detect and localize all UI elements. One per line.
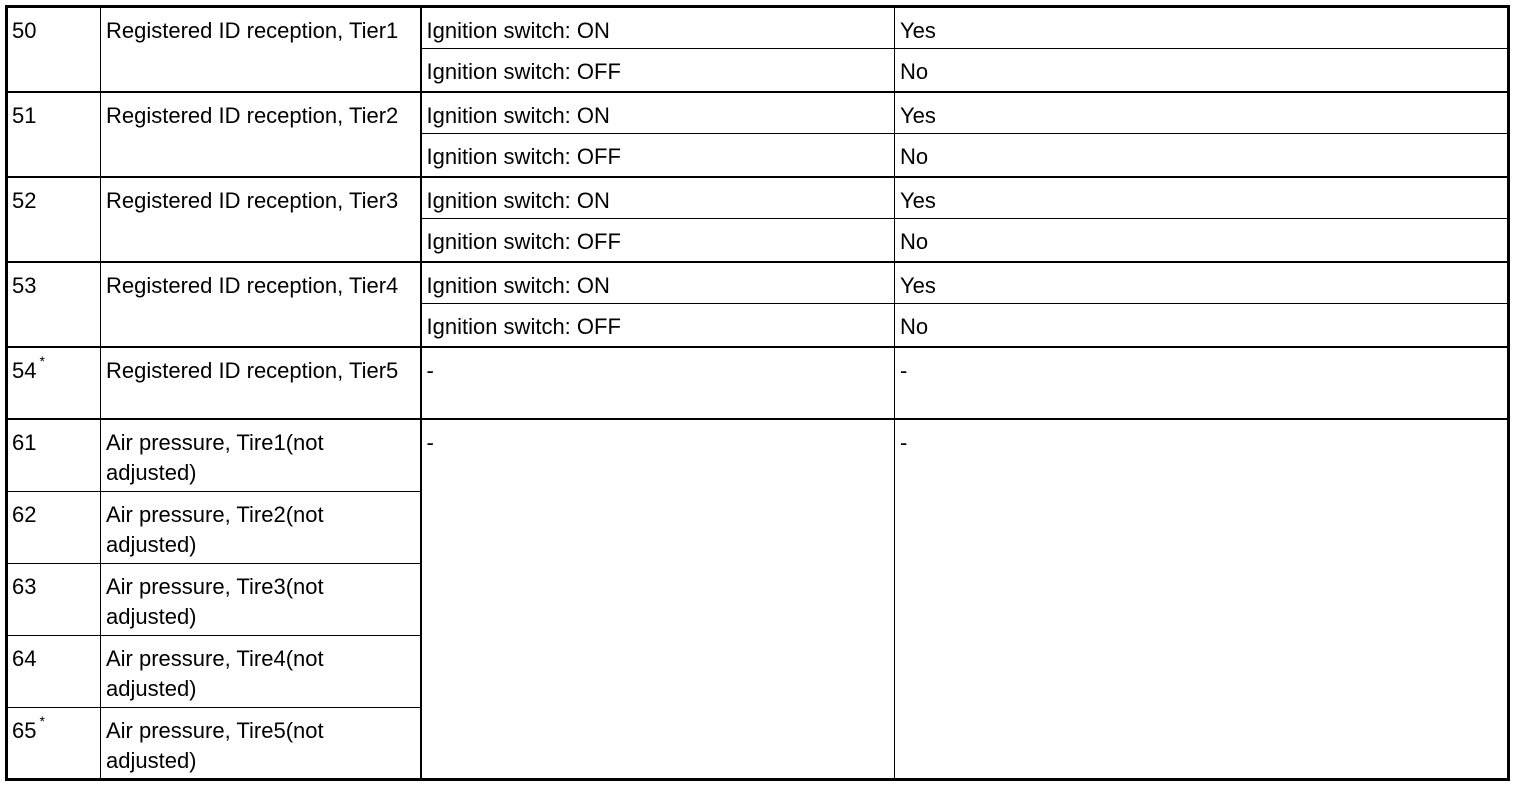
item-number: 64 (7, 636, 101, 708)
condition-cell: Ignition switch: ON (421, 177, 895, 219)
item-number: 61 (7, 419, 101, 492)
item-name: Air pressure, Tire1(not adjusted) (101, 419, 421, 492)
value-cell: Yes (895, 177, 1509, 219)
value-cell: No (895, 219, 1509, 262)
table-row (7, 7, 1509, 49)
value-cell: - (895, 347, 1509, 419)
table-row (7, 419, 1509, 492)
item-name: Registered ID reception, Tier4 (101, 262, 421, 347)
condition-cell: Ignition switch: ON (421, 262, 895, 304)
item-number-text: 65 (12, 718, 37, 743)
item-name: Registered ID reception, Tier3 (101, 177, 421, 262)
value-cell: No (895, 49, 1509, 92)
table-row (7, 262, 1509, 304)
footnote-mark: * (39, 713, 45, 729)
item-name: Registered ID reception, Tier5 (101, 347, 421, 419)
item-name: Air pressure, Tire3(not adjusted) (101, 564, 421, 636)
value-cell: Yes (895, 262, 1509, 304)
condition-cell: - (421, 347, 895, 419)
value-cell: No (895, 304, 1509, 347)
item-name: Air pressure, Tire4(not adjusted) (101, 636, 421, 708)
table-row (7, 177, 1509, 219)
item-name: Registered ID reception, Tier1 (101, 7, 421, 92)
item-number: 51 (7, 92, 101, 177)
condition-cell: Ignition switch: OFF (421, 304, 895, 347)
condition-cell: Ignition switch: OFF (421, 134, 895, 177)
condition-cell: Ignition switch: ON (421, 92, 895, 134)
value-cell: Yes (895, 7, 1509, 49)
item-number-text: 54 (12, 357, 37, 383)
item-number: 50 (7, 7, 101, 92)
condition-cell: - (421, 419, 895, 780)
table-row (7, 347, 1509, 419)
item-number (7, 347, 101, 419)
value-cell: - (895, 419, 1509, 780)
value-cell: No (895, 134, 1509, 177)
condition-cell: Ignition switch: OFF (421, 49, 895, 92)
item-name: Registered ID reception, Tier2 (101, 92, 421, 177)
item-number: 63 (7, 564, 101, 636)
condition-cell: Ignition switch: OFF (421, 219, 895, 262)
item-number: 53 (7, 262, 101, 347)
item-name: Air pressure, Tire5(not adjusted) (101, 708, 421, 780)
condition-cell: Ignition switch: ON (421, 7, 895, 49)
item-number (7, 708, 101, 780)
item-number: 52 (7, 177, 101, 262)
table-row (7, 92, 1509, 134)
item-number: 62 (7, 492, 101, 564)
footnote-mark: * (39, 352, 45, 369)
data-monitor-table (5, 5, 1510, 781)
value-cell: Yes (895, 92, 1509, 134)
item-name: Air pressure, Tire2(not adjusted) (101, 492, 421, 564)
